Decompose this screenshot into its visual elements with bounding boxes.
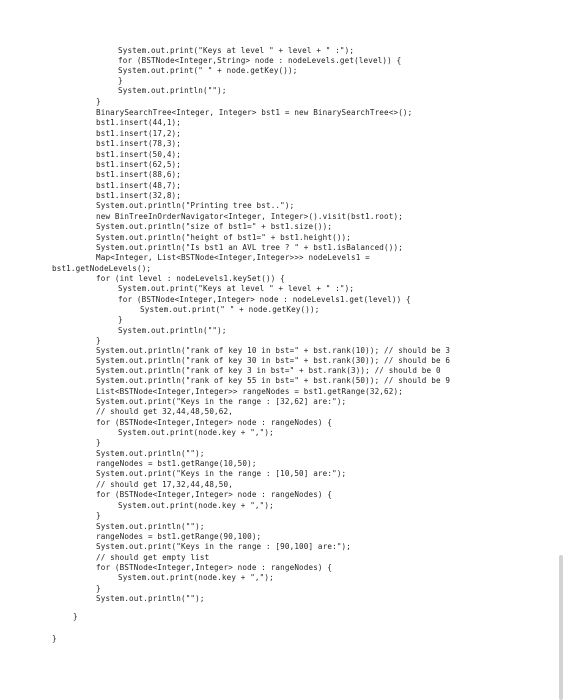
code-line: bst1.insert(50,4);: [96, 150, 181, 159]
code-line: for (BSTNode<Integer,String> node : nodeLevels.get(level)) {: [118, 56, 402, 65]
code-line: }: [96, 584, 101, 593]
code-line: BinarySearchTree<Integer, Integer> bst1 = new BinarySearchTree<>();: [96, 108, 413, 117]
code-line: System.out.print("Keys in the range : [90,100] are:");: [96, 542, 351, 551]
code-line: }: [73, 612, 78, 621]
code-line: new BinTreeInOrderNavigator<Integer, Integer>().visit(bst1.root);: [96, 212, 403, 221]
code-line: bst1.insert(44,1);: [96, 118, 181, 127]
code-line: }: [52, 634, 57, 643]
code-line: System.out.print(node.key + ",");: [118, 573, 274, 582]
code-line: for (int level : nodeLevels1.keySet()) {: [96, 274, 285, 283]
code-line: bst1.insert(88,6);: [96, 170, 181, 179]
code-line: System.out.println("rank of key 30 in bst=" + bst.rank(30)); // should be 6: [96, 356, 451, 365]
code-line: System.out.print(" " + node.getKey());: [140, 305, 320, 314]
code-line: }: [96, 438, 101, 447]
code-line: }: [96, 336, 101, 345]
code-line: System.out.println("height of bst1=" + bst1.height());: [96, 233, 351, 242]
code-line: bst1.insert(32,8);: [96, 191, 181, 200]
code-line: System.out.print("Keys in the range : [32,62] are:");: [96, 397, 347, 406]
code-line: System.out.print(node.key + ",");: [118, 428, 274, 437]
code-line: System.out.println("");: [118, 86, 227, 95]
code-line: // should get 32,44,48,50,62,: [96, 407, 233, 416]
code-line: }: [118, 315, 123, 324]
code-line: bst1.insert(48,7);: [96, 181, 181, 190]
vertical-scrollbar[interactable]: [559, 555, 563, 700]
code-line: List<BSTNode<Integer,Integer>> rangeNodes = bst1.getRange(32,62);: [96, 387, 403, 396]
code-line: System.out.print("Keys at level " + level + " :");: [118, 284, 355, 293]
code-line: rangeNodes = bst1.getRange(90,100);: [96, 532, 262, 541]
code-line: System.out.println("");: [96, 594, 205, 603]
code-line: for (BSTNode<Integer,Integer> node : nodeLevels1.get(level)) {: [118, 295, 411, 304]
code-line: // should get empty list: [96, 553, 210, 562]
code-line: System.out.println("rank of key 55 in bst=" + bst.rank(50)); // should be 9: [96, 376, 451, 385]
code-line: System.out.print("Keys at level " + level + " :");: [118, 46, 355, 55]
code-line: System.out.println("rank of key 3 in bst=" + bst.rank(3)); // should be 0: [96, 366, 441, 375]
code-line: Map<Integer, List<BSTNode<Integer,Integer>>> nodeLevels1 =: [96, 253, 370, 262]
code-line: System.out.print(node.key + ",");: [118, 501, 274, 510]
code-line: System.out.println("");: [96, 522, 205, 531]
code-line: System.out.println("");: [118, 326, 227, 335]
code-line: for (BSTNode<Integer,Integer> node : rangeNodes) {: [96, 490, 333, 499]
code-line: System.out.println("Printing tree bst..");: [96, 201, 295, 210]
code-line: bst1.insert(78,3);: [96, 139, 181, 148]
code-line: }: [118, 76, 123, 85]
code-line: bst1.getNodeLevels();: [52, 264, 152, 273]
code-line: }: [96, 511, 101, 520]
code-line: // should get 17,32,44,48,50,: [96, 480, 233, 489]
code-line: System.out.print("Keys in the range : [10,50] are:");: [96, 469, 347, 478]
code-line: System.out.print(" " + node.getKey());: [118, 66, 298, 75]
code-line: System.out.println("Is bst1 an AVL tree ? " + bst1.isBalanced());: [96, 243, 403, 252]
code-line: System.out.println("rank of key 10 in bst=" + bst.rank(10)); // should be 3: [96, 346, 451, 355]
code-line: }: [96, 97, 101, 106]
code-line: bst1.insert(17,2);: [96, 129, 181, 138]
code-line: for (BSTNode<Integer,Integer> node : rangeNodes) {: [96, 563, 333, 572]
code-line: System.out.println("");: [96, 449, 205, 458]
code-line: bst1.insert(62,5);: [96, 160, 181, 169]
code-line: System.out.println("size of bst1=" + bst1.size());: [96, 222, 333, 231]
code-line: rangeNodes = bst1.getRange(10,50);: [96, 459, 257, 468]
code-line: for (BSTNode<Integer,Integer> node : rangeNodes) {: [96, 418, 333, 427]
